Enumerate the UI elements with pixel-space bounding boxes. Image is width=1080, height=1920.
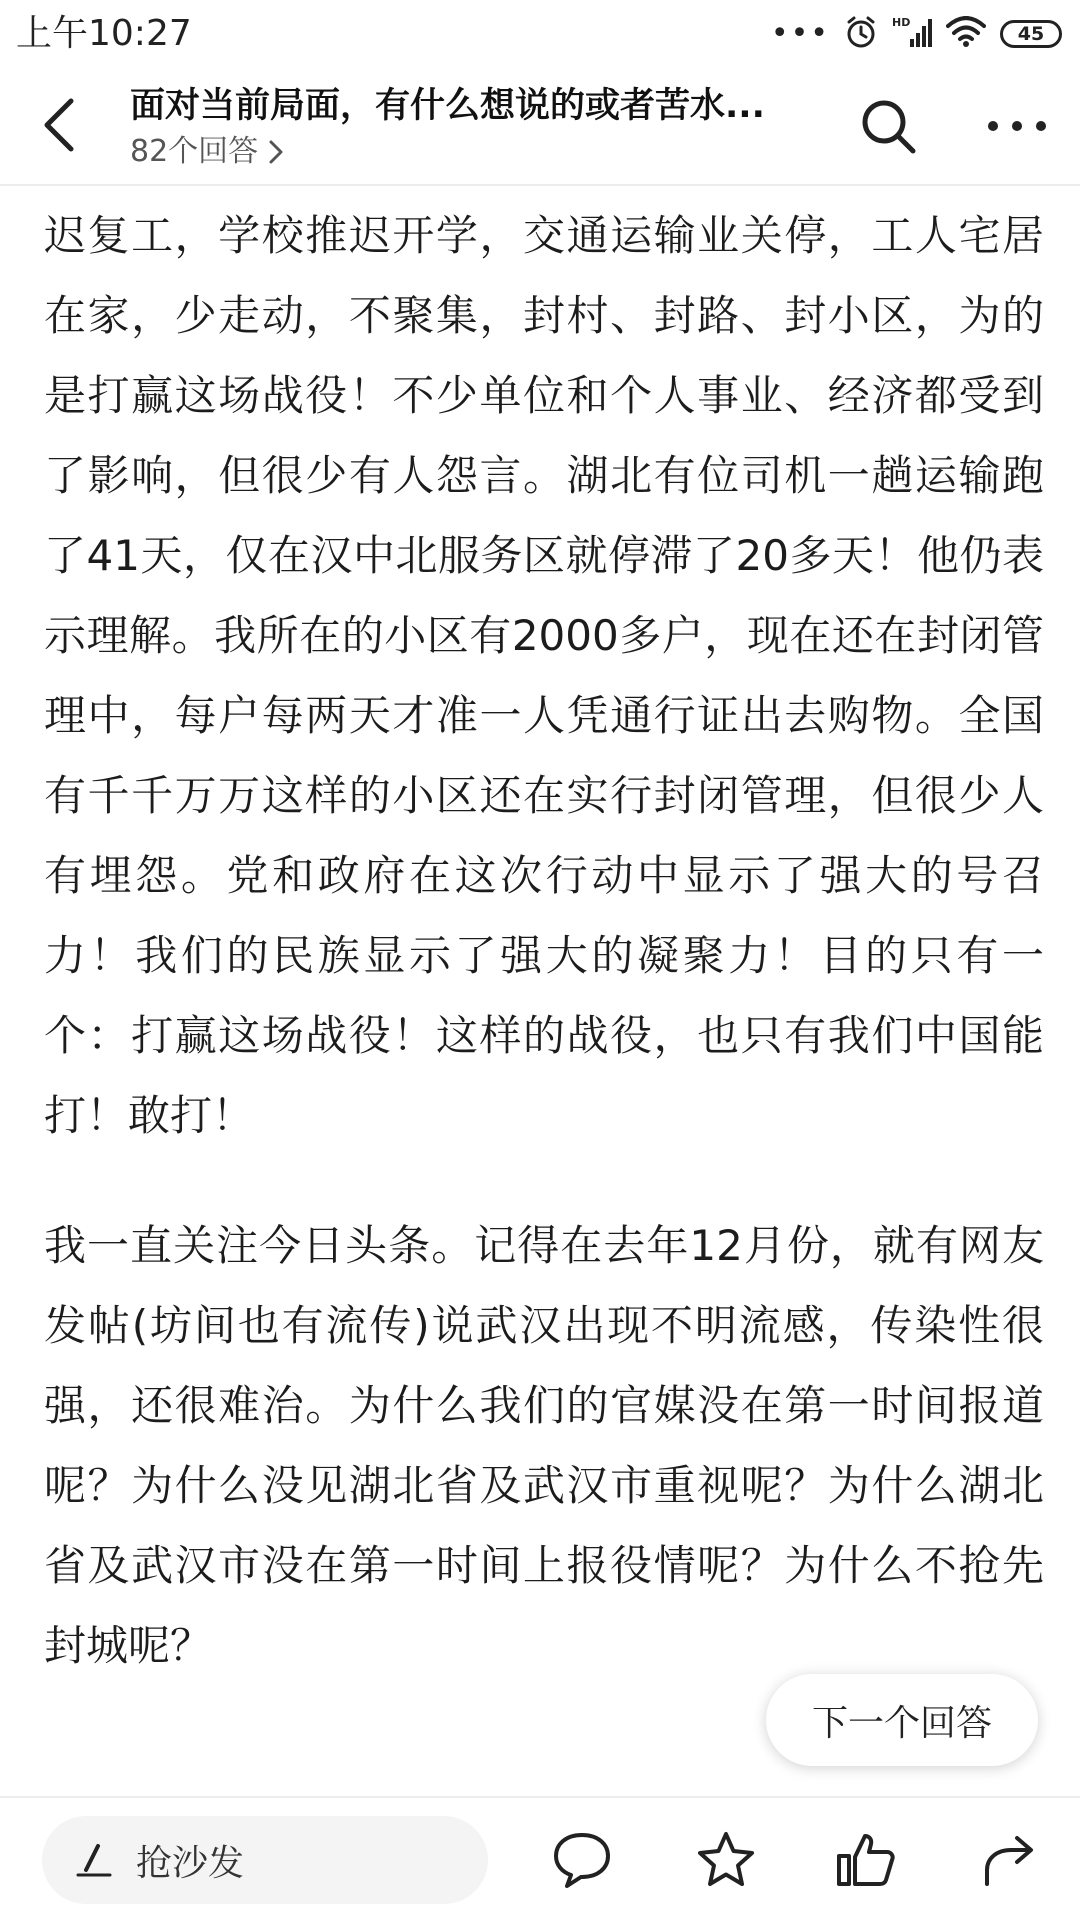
battery-level: 45 [1017,23,1045,45]
answer-paragraph-2: 我一直关注今日头条。记得在去年12月份，就有网友发帖(坊间也有流传)说武汉出现不明流感，传染性很强，还很难治。为什么我们的官媒没在第一时间报道呢？为什么没见湖北省及武汉市重视呢？为什么湖北省及武汉市没在第一时间上报役情呢？为什么不抢先封城呢？ [44,1221,1044,1670]
pen-icon [76,1842,112,1878]
chevron-right-icon [268,139,284,165]
back-button[interactable] [24,90,94,160]
answer-paragraph-1: 迟复工，学校推迟开学，交通运输业关停，工人宅居在家，少走动，不聚集，封村、封路、封小区，为的是打赢这场战役！不少单位和个人事业、经济都受到了影响，但很少有人怨言。湖北有位司机一趟运输跑了41天，仅在汉中北服务区就停滞了20多天！他仍表示理解。我所在的小区有2000多户，现在还在封闭管理中，每户每两天才准一人凭通行证出去购物。全国有千千万万这样的小区还在实行封闭管理，但很少人有埋怨。党和政府在这次行动中显示了强大的号召力！我们的民族显示了强大的凝聚力！目的只有一个：打赢这场战役！这样的战役，也只有我们中国能打！敢打！ [44,211,1044,1140]
answer-content [44,196,1044,1686]
status-bar [0,0,1080,68]
favorite-button[interactable] [690,1824,762,1896]
svg-text:HD: HD [892,16,911,29]
more-dots-icon: ••• [770,16,830,51]
search-button[interactable] [852,90,924,162]
favorite-star-icon [695,1830,757,1890]
answer-count-label: 82个回答 [130,134,259,169]
like-thumb-icon [835,1830,897,1890]
share-icon [981,1830,1043,1890]
status-icons [757,14,1062,54]
share-button[interactable] [976,1824,1048,1896]
answer-count-link[interactable] [130,132,284,172]
wifi-icon [946,16,986,52]
comment-input[interactable] [42,1816,488,1904]
hd-signal-icon [892,15,932,53]
next-answer-button[interactable]: 下一个回答 [766,1674,1038,1766]
more-button[interactable] [970,90,1064,162]
alarm-icon [844,15,878,53]
more-icon [987,120,1047,132]
comment-placeholder: 抢沙发 [136,1842,245,1884]
like-button[interactable] [830,1824,902,1896]
comment-button[interactable] [546,1824,618,1896]
search-icon [859,97,917,155]
question-title[interactable]: 面对当前局面，有什么想说的或者苦水... [130,86,765,126]
comment-icon [551,1830,613,1890]
bottom-action-bar [0,1796,1080,1920]
back-arrow-icon [39,97,79,153]
status-time: 上午10:27 [16,13,192,54]
battery-icon [1000,20,1062,48]
header [0,68,1080,186]
